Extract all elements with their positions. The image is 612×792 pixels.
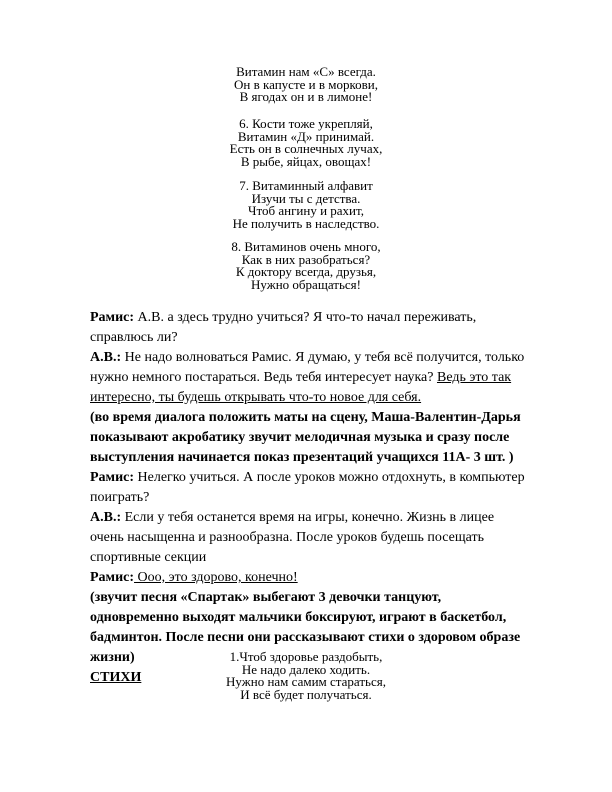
poem-line: Есть он в солнечных лучах, <box>229 141 383 157</box>
poem-line: Чтоб ангину и рахит, <box>248 203 364 219</box>
stage-direction: (звучит песня «Спартак» выбегают 3 девочки танцуют, одновременно выходят мальчики боксируют, играют в баскетбол, бадминтон. После песни они рассказывают стихи о здоровом образе жизни) <box>90 590 521 665</box>
poem-stanza-vitamin-c <box>0 66 612 104</box>
poem-line: 1.Чтоб здоровье раздобыть, <box>229 649 383 664</box>
section-heading: СТИХИ <box>90 670 142 685</box>
poem-line: Как в них разобраться? <box>241 251 371 267</box>
dialogue-text-underlined: Ведь это так интересно, ты будешь открывать что-то новое для себя. <box>90 370 512 405</box>
dialogue-text: Нелегко учиться. А после уроков можно отдохнуть, в компьютер поиграть? <box>90 470 525 505</box>
poem-stanza-7 <box>0 180 612 230</box>
poem-line: Он в капусте и в моркови, <box>234 76 378 92</box>
poem-line: 6. Кости тоже укрепляй, <box>239 116 373 131</box>
dialogue-block <box>90 308 530 688</box>
poem-line: Нужно нам самим стараться, <box>226 674 386 690</box>
speaker-label: Рамис: <box>90 570 135 585</box>
poem-line: В ягодах он и в лимоне! <box>239 89 373 105</box>
poem-line: Не надо далеко ходить. <box>241 661 371 677</box>
poem-line: Не получить в наследство. <box>232 215 380 231</box>
stage-direction: (во время диалога положить маты на сцену, Маша-Валентин-Дарья показывают акробатику звучит мелодичная музыка и сразу после выступления начинается показ презентаций учащихся 11А- 3 шт. ) <box>90 410 521 465</box>
dialogue-text: Если у тебя останется время на игры, конечно. Жизнь в лицее очень насыщенна и разнообразна. После уроков будешь посещать спортивные секции <box>90 510 495 565</box>
dialogue-text-underlined: Ооо, это здорово, конечно! <box>134 570 298 585</box>
poem-line: Изучи ты с детства. <box>251 190 361 206</box>
poem-stanza-8 <box>0 241 612 291</box>
dialogue-line-ramis-1 <box>90 308 530 348</box>
dialogue-line-ramis-2 <box>90 468 530 508</box>
dialogue-text: А.В. а здесь трудно учиться? Я что-то начал переживать, справлюсь ли? <box>90 310 477 345</box>
poem-line: Витамин нам «С» всегда. <box>236 64 376 79</box>
poem-line: 8. Витаминов очень много, <box>231 239 381 254</box>
poem-line: Нужно обращаться! <box>251 276 361 292</box>
dialogue-line-av-2 <box>90 508 530 568</box>
poem-stanza-6 <box>0 118 612 168</box>
dialogue-line-ramis-3 <box>90 568 530 588</box>
poem-line: К доктору всегда, друзья, <box>235 264 377 280</box>
dialogue-line-av-1 <box>90 348 530 408</box>
speaker-label: Рамис: <box>90 310 135 325</box>
speaker-label: Рамис: <box>90 470 135 485</box>
poem-line: Витамин «Д» принимай. <box>237 128 375 144</box>
poem-line: 7. Витаминный алфавит <box>239 178 373 193</box>
poem-stanza-health <box>0 651 612 701</box>
speaker-label: А.В.: <box>90 510 122 525</box>
speaker-label: А.В.: <box>90 350 122 365</box>
poem-line: В рыбе, яйцах, овощах! <box>240 153 372 169</box>
poem-line: И всё будет получаться. <box>240 686 372 702</box>
dialogue-text: Не надо волноваться Рамис. Я думаю, у тебя всё получится, только нужно немного постараться. Ведь тебя интересует наука? <box>90 350 525 385</box>
